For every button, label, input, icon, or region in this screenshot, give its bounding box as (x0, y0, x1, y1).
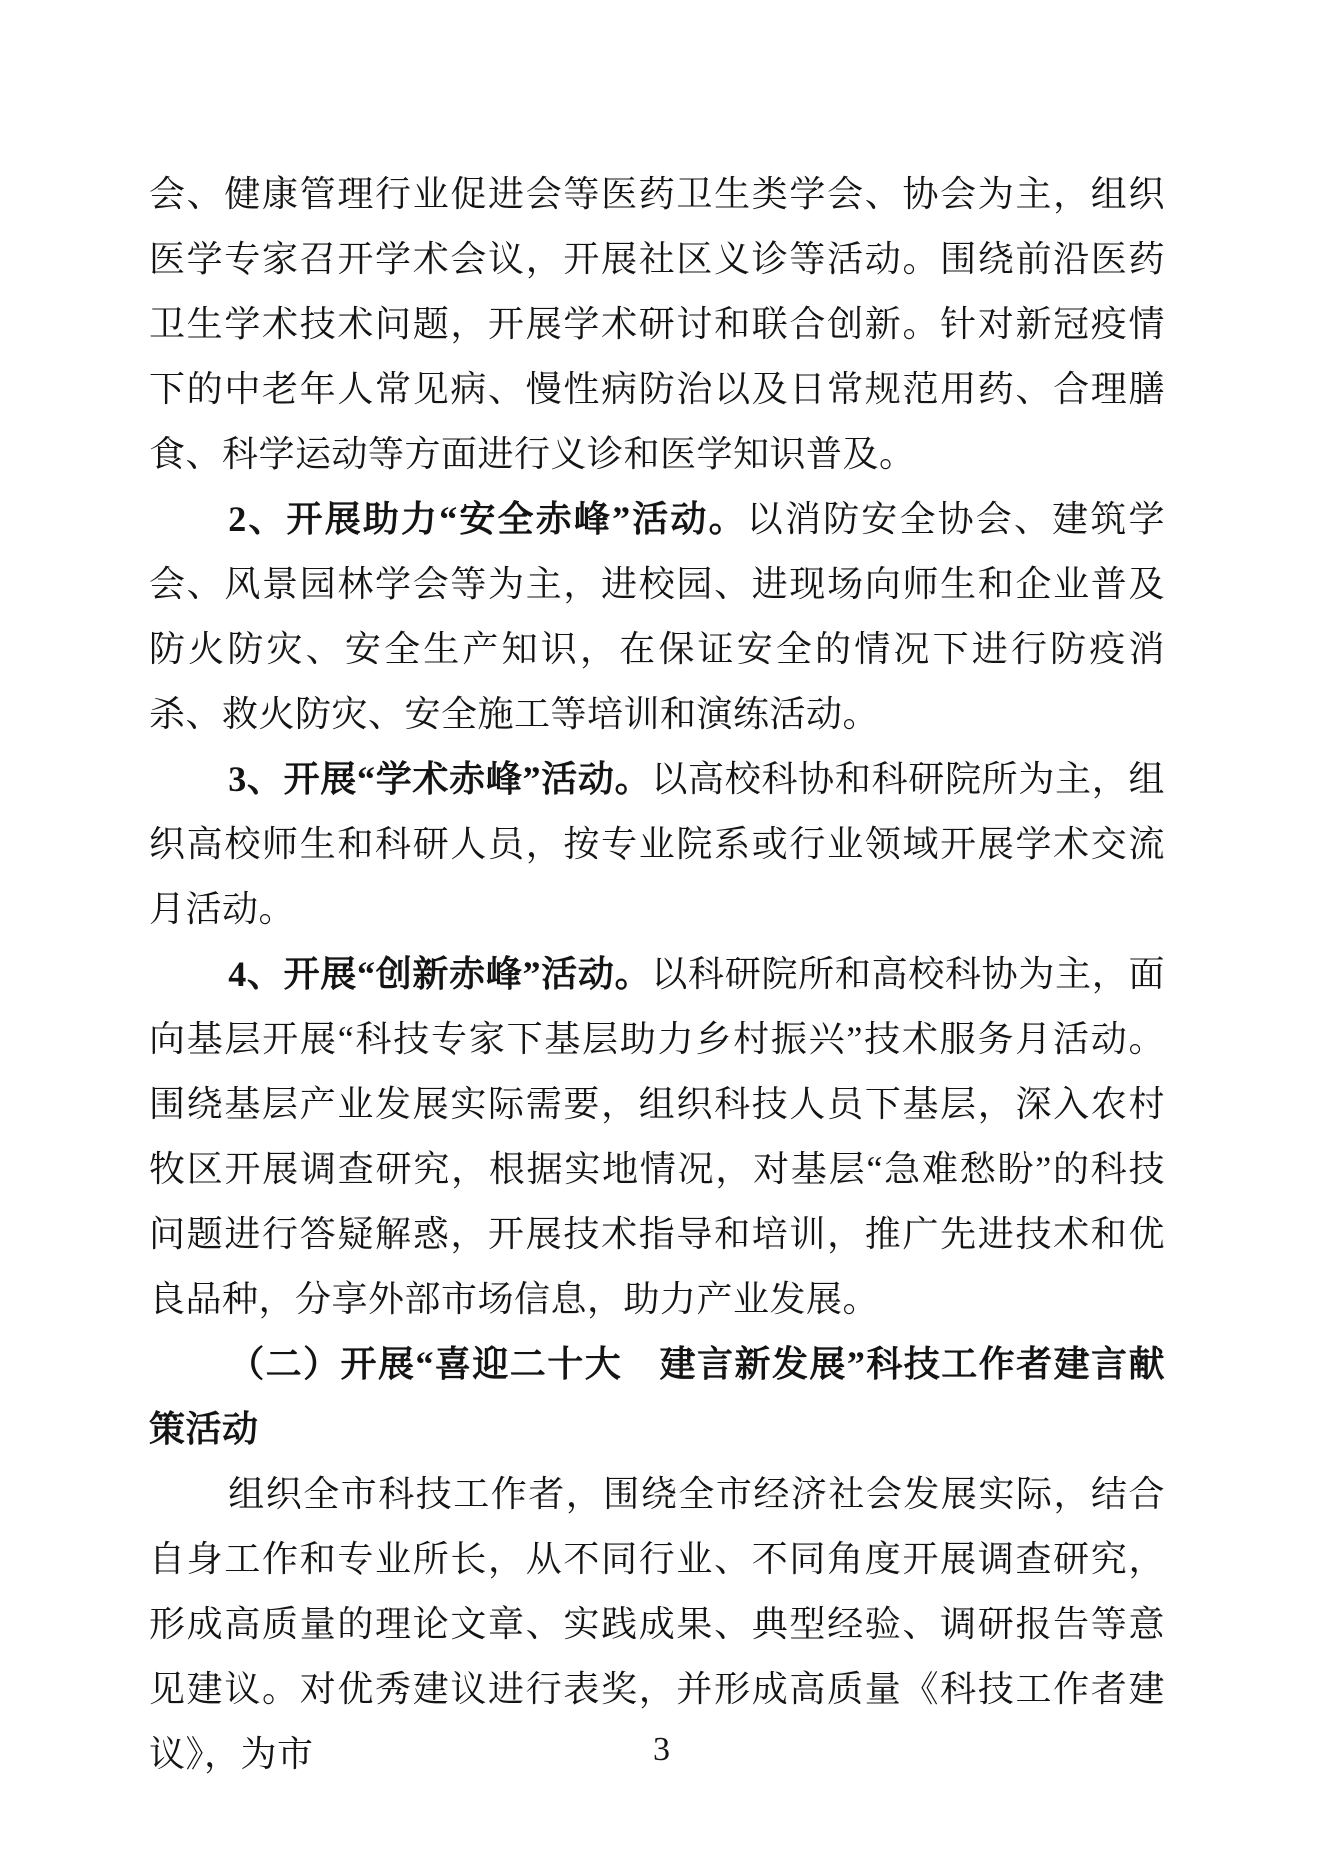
heading-section-two-suggestions (149, 1332, 1165, 1462)
para-activity-4-innovation-chifeng (149, 942, 1165, 1332)
page-number: 3 (653, 1731, 670, 1768)
para-body-text: 会、健康管理行业促进会等医药卫生类学会、协会为主，组织医学专家召开学术会议，开展社区义诊等活动。围绕前沿医药卫生学术技术问题，开展学术研讨和联合创新。针对新冠疫情下的中老年人常见病、慢性病防治以及日常规范用药、合理膳食、科学运动等方面进行义诊和医学知识普及。 (149, 174, 1165, 474)
para-body-text: 以科研院所和高校科协为主，面向基层开展“科技专家下基层助力乡村振兴”技术服务月活动。围绕基层产业发展实际需要，组织科技人员下基层，深入农村牧区开展调查研究，根据实地情况，对基层“急难愁盼”的科技问题进行答疑解惑，开展技术指导和培训，推广先进技术和优良品种，分享外部市场信息，助力产业发展。 (149, 954, 1165, 1319)
para-body-text: 以高校科协和科研院所为主，组织高校师生和科研人员，按专业院系或行业领域开展学术交流月活动。 (149, 759, 1165, 929)
para-body-text: 以消防安全协会、建筑学会、风景园林学会等为主，进校园、进现场向师生和企业普及防火防灾、安全生产知识，在保证安全的情况下进行防疫消杀、救火防灾、安全施工等培训和演练活动。 (149, 499, 1165, 734)
para-lead-text: 3、开展“学术赤峰”活动。 (228, 759, 652, 799)
para-lead-text: 4、开展“创新赤峰”活动。 (228, 954, 652, 994)
para-activity-3-academic-chifeng (149, 747, 1165, 942)
heading-text: （二）开展“喜迎二十大 建言新发展”科技工作者建言献策活动 (149, 1344, 1165, 1449)
para-activity-2-safety-chifeng (149, 487, 1165, 747)
para-lead-text: 2、开展助力“安全赤峰”活动。 (228, 499, 747, 539)
para-medical-continuation (149, 162, 1165, 487)
document-body (149, 162, 1165, 1787)
para-body-text: 组织全市科技工作者，围绕全市经济社会发展实际，结合自身工作和专业所长，从不同行业、不同角度开展调查研究，形成高质量的理论文章、实践成果、典型经验、调研报告等意见建议。对优秀建议进行表奖，并形成高质量《科技工作者建议》，为市 (149, 1474, 1165, 1774)
